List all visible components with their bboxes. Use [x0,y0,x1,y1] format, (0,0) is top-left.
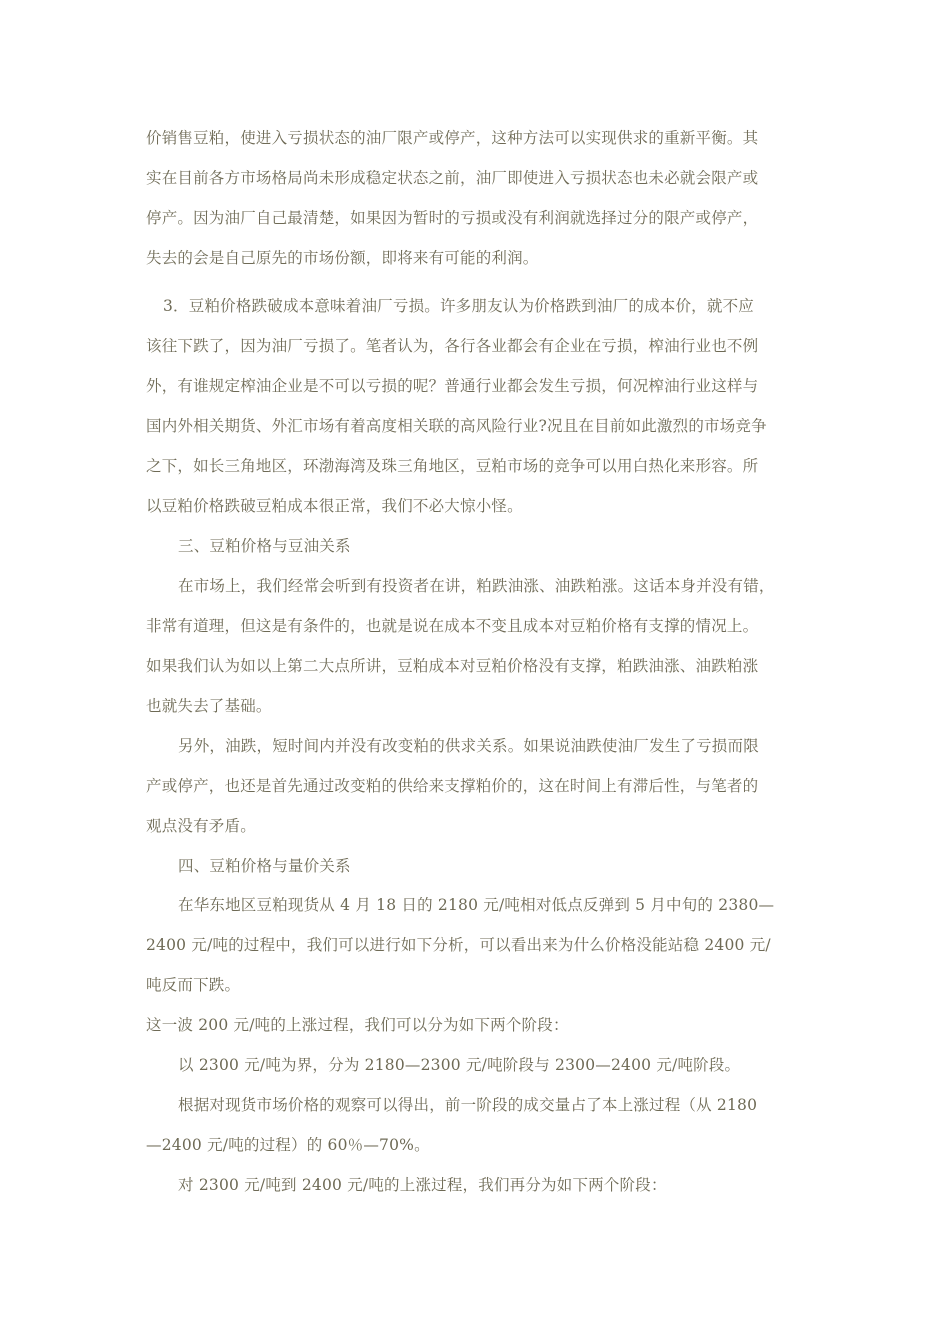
text-line: 以豆粕价格跌破豆粕成本很正常，我们不必大惊小怪。 [146,497,523,515]
text-line: 价销售豆粕，使进入亏损状态的油厂限产或停产，这种方法可以实现供求的重新平衡。其 [146,129,759,147]
text-line: 根据对现货市场价格的观察可以得出，前一阶段的成交量占了本上涨过程（从 2180 [178,1096,758,1114]
text-line: 失去的会是自己原先的市场份额，即将来有可能的利润。 [146,249,539,267]
text-line: 这一波 200 元/吨的上涨过程，我们可以分为如下两个阶段： [146,1016,569,1034]
text-line: 国内外相关期货、外汇市场有着高度相关联的高风险行业?况且在目前如此激烈的市场竞争 [146,417,767,435]
text-line: 停产。因为油厂自己最清楚，如果因为暂时的亏损或没有利润就选择过分的限产或停产， [146,209,759,227]
text-line: 该往下跌了，因为油厂亏损了。笔者认为，各行各业都会有企业在亏损，榨油行业也不例 [146,337,759,355]
text-line: 2400 元/吨的过程中，我们可以进行如下分析，可以看出来为什么价格没能站稳 2400 元/ [146,936,771,954]
text-line: 对 2300 元/吨到 2400 元/吨的上涨过程，我们再分为如下两个阶段： [178,1176,667,1194]
text-line: 另外，油跌，短时间内并没有改变粕的供求关系。如果说油跌使油厂发生了亏损而限 [178,737,759,755]
text-line: 吨反而下跌。 [146,976,241,994]
text-line: 如果我们认为如以上第二大点所讲，豆粕成本对豆粕价格没有支撑，粕跌油涨、油跌粕涨 [146,657,759,675]
text-line: —2400 元/吨的过程）的 60％—70%。 [146,1136,430,1154]
section-heading: 四、豆粕价格与量价关系 [178,857,351,875]
text-line: 观点没有矛盾。 [146,817,256,835]
text-line: 也就失去了基础。 [146,697,272,715]
text-line: 非常有道理，但这是有条件的，也就是说在成本不变且成本对豆粕价格有支撑的情况上。 [146,617,759,635]
text-line: 3．豆粕价格跌破成本意味着油厂亏损。许多朋友认为价格跌到油厂的成本价，就不应 [163,297,754,315]
text-line: 之下，如长三角地区，环渤海湾及珠三角地区，豆粕市场的竞争可以用白热化来形容。所 [146,457,759,475]
text-line: 在华东地区豆粕现货从 4 月 18 日的 2180 元/吨相对低点反弹到 5 月中旬的 2380— [178,896,775,914]
text-line: 产或停产，也还是首先通过改变粕的供给来支撑粕价的，这在时间上有滞后性，与笔者的 [146,777,759,795]
section-heading: 三、豆粕价格与豆油关系 [178,537,351,555]
text-line: 在市场上，我们经常会听到有投资者在讲，粕跌油涨、油跌粕涨。这话本身并没有错， [178,577,775,595]
text-line: 以 2300 元/吨为界，分为 2180—2300 元/吨阶段与 2300—2400 元/吨阶段。 [178,1056,741,1074]
text-line: 实在目前各方市场格局尚未形成稳定状态之前，油厂即使进入亏损状态也未必就会限产或 [146,169,759,187]
text-line: 外，有谁规定榨油企业是不可以亏损的呢？普通行业都会发生亏损，何况榨油行业这样与 [146,377,759,395]
